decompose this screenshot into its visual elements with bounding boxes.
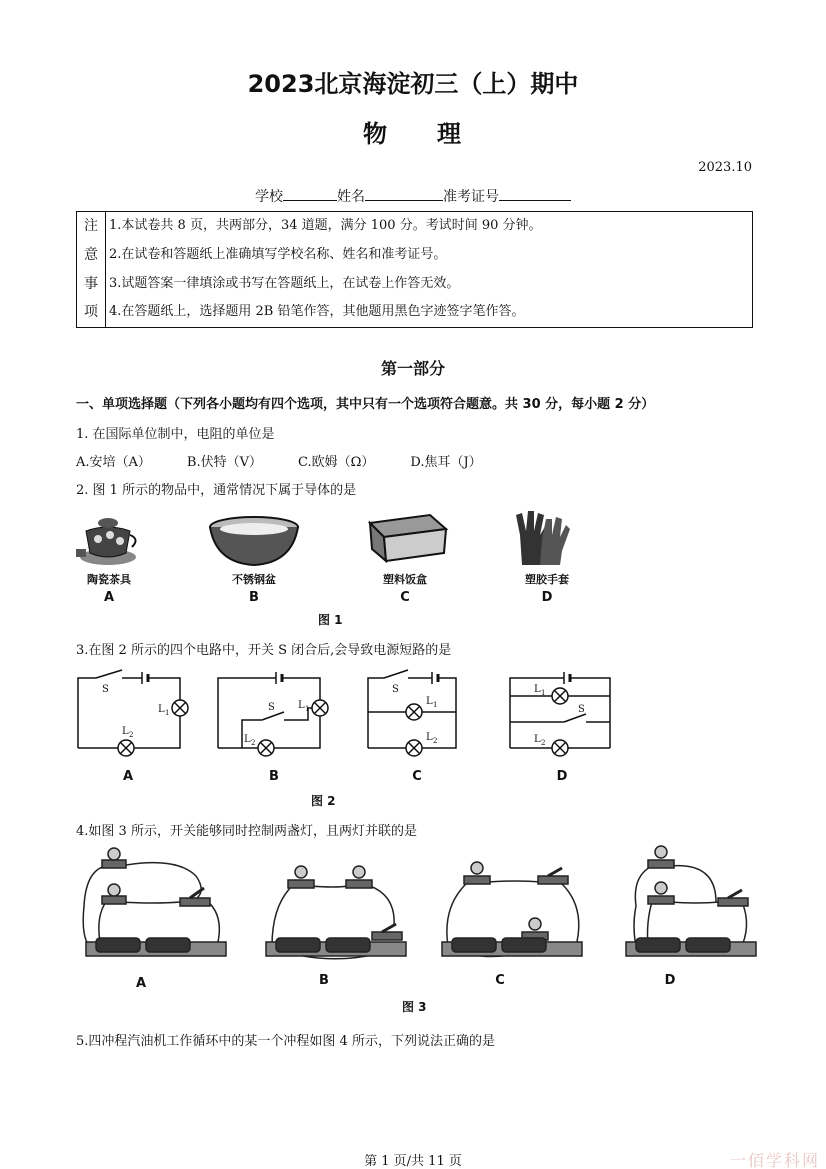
exam-date: 2023.10 <box>698 160 752 175</box>
notice-item: 4.在答题纸上，选择题用 2B 铅笔作答，其他题用黑色字迹签字笔作答。 <box>109 304 525 320</box>
circuit-c-letter: C <box>412 769 422 784</box>
label-l2: L <box>426 732 433 743</box>
label-s: S <box>102 684 109 695</box>
notice-side-char: 事 <box>84 275 98 292</box>
label-l2: L <box>244 734 251 745</box>
plastic-box-icon <box>370 515 446 561</box>
physical-d-letter: D <box>664 973 676 988</box>
item-d-label: 塑胶手套 <box>525 573 569 586</box>
notice-side-label <box>77 212 106 327</box>
label-sub2: 2 <box>251 739 256 747</box>
watermark-logo: 一佰学科网 <box>729 1151 820 1169</box>
label-l1: L <box>158 704 165 715</box>
label-s: S <box>392 684 399 695</box>
name-label: 姓名 <box>337 189 365 205</box>
physical-a-letter: A <box>135 976 147 991</box>
notice-item: 2.在试卷和答题纸上准确填写学校名称、姓名和准考证号。 <box>109 246 447 262</box>
subject-char-1: 物 <box>363 120 389 148</box>
figure-1-caption: 图 1 <box>318 613 343 627</box>
school-label: 学校 <box>255 189 283 205</box>
question-1: 1. 在国际单位制中，电阻的单位是 <box>76 427 275 442</box>
question-5: 5.四冲程汽油机工作循环中的某一个冲程如图 4 所示，下列说法正确的是 <box>76 1034 495 1049</box>
label-l1: L <box>534 684 541 695</box>
circuit-d <box>510 672 610 756</box>
circuit-b-letter: B <box>269 769 279 784</box>
physical-c-letter: C <box>495 973 505 988</box>
figure-2-caption: 图 2 <box>311 794 336 808</box>
question-1-options <box>76 451 518 470</box>
figure-2-circuits <box>76 662 636 762</box>
question-3: 3.在图 2 所示的四个电路中，开关 S 闭合后,会导致电源短路的是 <box>76 643 452 658</box>
label-s: S <box>578 704 585 715</box>
id-blank <box>499 187 571 201</box>
name-blank <box>365 187 443 201</box>
rubber-gloves-icon <box>516 511 570 565</box>
item-d-letter: D <box>541 590 553 605</box>
circuit-c <box>368 670 456 756</box>
physical-circuit-b <box>266 866 406 959</box>
circuit-labels <box>102 684 585 747</box>
label-l2: L <box>534 734 541 745</box>
item-c-letter: C <box>400 590 410 605</box>
question-4: 4.如图 3 所示，开关能够同时控制两盏灯，且两灯并联的是 <box>76 824 417 839</box>
label-sub1: 1 <box>305 705 310 713</box>
notice-side-char: 项 <box>84 304 98 321</box>
circuit-b <box>218 672 328 756</box>
notice-box <box>76 211 753 328</box>
label-l1: L <box>298 700 305 711</box>
school-blank <box>283 187 337 201</box>
circuit-a-letter: A <box>122 769 134 784</box>
label-s: S <box>268 702 275 713</box>
figure-3-physical-circuits <box>76 846 756 976</box>
label-sub1: 1 <box>165 709 170 717</box>
part-title: 第一部分 <box>380 359 445 378</box>
notice-side-char: 意 <box>84 246 98 263</box>
subject-char-2: 理 <box>437 120 463 148</box>
physical-b-letter: B <box>319 973 329 988</box>
notice-item: 3.试题答案一律填涂或书写在答题纸上，在试卷上作答无效。 <box>109 275 460 291</box>
figure-3-caption: 图 3 <box>402 1000 427 1014</box>
circuit-d-letter: D <box>556 769 568 784</box>
circuit-a <box>78 670 188 756</box>
option-c: C.欧姆（Ω） <box>298 455 375 470</box>
label-sub2: 2 <box>541 739 546 747</box>
label-sub1: 1 <box>541 689 546 697</box>
id-label: 准考证号 <box>443 189 499 205</box>
tea-set-icon <box>76 518 136 565</box>
steel-bowl-icon <box>210 517 298 565</box>
physical-circuit-c <box>442 862 582 957</box>
figure-1 <box>76 505 756 625</box>
notice-items <box>107 212 752 327</box>
notice-side-char: 注 <box>84 218 98 234</box>
item-a-label: 陶瓷茶具 <box>87 573 131 586</box>
label-l2: L <box>122 726 129 737</box>
exam-title: 2023北京海淀初三（上）期中 <box>247 70 579 98</box>
item-a-letter: A <box>103 590 115 605</box>
option-b: B.伏特（V） <box>186 455 262 470</box>
label-l1: L <box>426 696 433 707</box>
page-footer: 第 1 页/共 11 页 <box>364 1154 462 1169</box>
physical-circuit-d <box>626 846 756 956</box>
physical-circuit-a <box>83 848 226 956</box>
option-d: D.焦耳（J） <box>410 455 482 470</box>
subject-title <box>0 114 826 149</box>
item-b-letter: B <box>249 590 259 605</box>
label-sub2: 2 <box>129 731 134 739</box>
item-b-label: 不锈钢盆 <box>232 573 276 586</box>
notice-item: 1.本试卷共 8 页，共两部分，34 道题，满分 100 分。考试时间 90 分钟。 <box>109 218 542 233</box>
question-2: 2. 图 1 所示的物品中，通常情况下属于导体的是 <box>76 483 357 498</box>
section-title: 一、单项选择题（下列各小题均有四个选项，其中只有一个选项符合题意。共 30 分，每小题 2 分） <box>76 397 655 412</box>
student-info-fields <box>0 186 826 206</box>
label-sub1: 1 <box>433 701 438 709</box>
label-sub2: 2 <box>433 737 438 745</box>
option-a: A.安培（A） <box>76 455 151 470</box>
item-c-label: 塑料饭盒 <box>383 573 427 586</box>
